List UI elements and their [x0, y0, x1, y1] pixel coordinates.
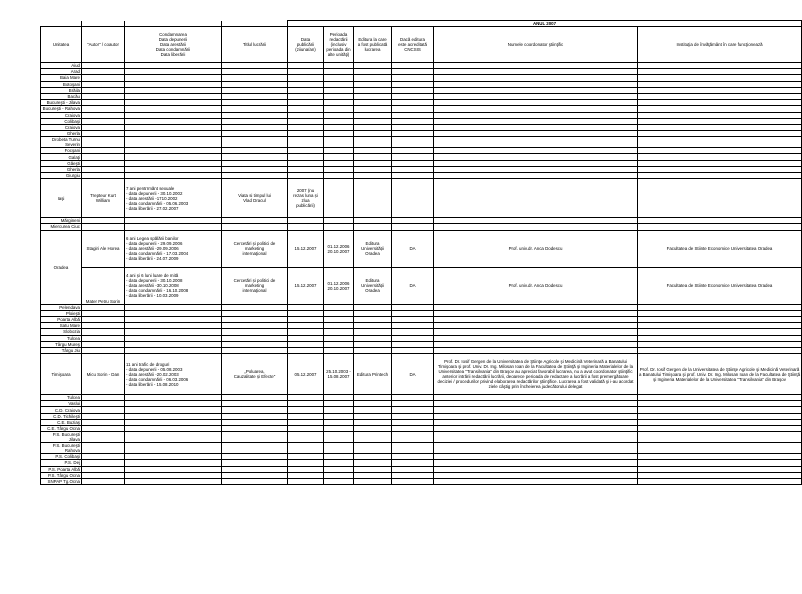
unit-name: Poarta Albă — [41, 316, 82, 322]
unit-name: Vaslui — [41, 401, 82, 407]
empty-cell — [222, 478, 288, 484]
unit-row — [41, 137, 802, 148]
unit-name: P.S. Bucureşti Rahova — [41, 443, 82, 454]
header-acreditare — [392, 27, 434, 63]
unit-name: Tulcea — [41, 335, 82, 341]
unit-name: Slobozia — [41, 329, 82, 335]
author-name: Trepteur Kurt William — [82, 179, 125, 218]
empty-cell — [324, 443, 354, 454]
empty-cell — [354, 137, 392, 148]
author-name: Stagiri Ale Horea — [82, 230, 125, 267]
unit-name: Tulcea — [41, 395, 82, 401]
author-name: Micu Sorin - Dan — [82, 354, 125, 395]
text-line: redactării — [329, 37, 348, 42]
header-perioada — [324, 27, 354, 63]
header-data-publicarii — [288, 27, 324, 63]
text-line: - data depunerii - 29.09.2006 — [126, 241, 183, 247]
header-coordonator: Numele coordonator ştiinţific — [434, 27, 638, 63]
text-line: alte unităţi) — [327, 52, 350, 57]
empty-cell — [324, 478, 354, 484]
unit-name: Craiova — [41, 112, 82, 118]
unit-name: Bacău — [41, 93, 82, 99]
empty-cell — [392, 478, 434, 484]
empty-cell — [324, 179, 354, 218]
redaction-period — [324, 354, 354, 395]
empty-cell — [392, 443, 434, 454]
text-line: 6 ani Legea spălării banilor — [126, 236, 179, 242]
work-title — [222, 179, 288, 218]
empty-cell — [354, 443, 392, 454]
work-title — [222, 267, 288, 304]
unit-name: Gherla — [41, 166, 82, 172]
text-line: - data liberării - 15.08.2010 — [126, 381, 179, 387]
text-line: a fost publicată — [357, 42, 388, 47]
unit-name: Craiova — [41, 124, 82, 130]
unit-name: Ploieşti — [41, 310, 82, 316]
text-line: rezas luna și — [293, 193, 318, 199]
year-header: ANUL 2007 — [288, 21, 802, 27]
unit-name: Botoşani — [41, 81, 82, 87]
empty-cell — [288, 443, 324, 454]
unit-name: C.E. Buziaş — [41, 419, 82, 425]
text-line: - data depunerii - 05.08.2003 — [126, 366, 183, 372]
text-line: - data liberării - 10.03.2009 — [126, 293, 179, 299]
unit-name: Gherla — [41, 131, 82, 137]
unit-name: C.E. Târgu Ocna — [41, 426, 82, 432]
unit-name: Giurgiu — [41, 173, 82, 179]
text-line: Editura — [365, 278, 380, 284]
empty-cell — [354, 478, 392, 484]
publication-date: 15.12.2007 — [288, 230, 324, 267]
unit-name: Aiud — [41, 63, 82, 69]
text-line: Data arestării — [159, 42, 187, 47]
unit-name: Arad — [41, 69, 82, 75]
text-line: (inclusiv — [330, 42, 347, 47]
accreditation: DA — [392, 267, 434, 304]
work-title — [222, 230, 288, 267]
empty-cell — [288, 432, 324, 443]
text-line: internaţional — [242, 288, 267, 294]
header-institutie: Instituţia de învăţământ în care funcţionează — [638, 27, 802, 63]
conviction-details — [125, 230, 222, 267]
empty-cell — [638, 179, 802, 218]
unit-name: C.D. Tichileşti — [41, 413, 82, 419]
accreditation: DA — [392, 354, 434, 395]
text-line: Data depunerii — [158, 37, 188, 42]
text-line: Perioada — [329, 32, 348, 37]
text-line: Oradea — [365, 288, 380, 294]
redaction-period — [324, 267, 354, 304]
text-line: - data condamnării - 05.06.2003 — [126, 200, 189, 206]
text-line: - data condamnării - 17.03.2004 — [126, 251, 189, 257]
unit-name: P.S. Bucureşti Jilava — [41, 432, 82, 443]
text-line: publicării) — [296, 203, 315, 209]
unit-name: Focşani — [41, 148, 82, 154]
text-line: internaţional — [242, 251, 267, 257]
text-line: marketing — [244, 246, 265, 252]
institution: Facultatea de Stiinte Economice Universitatea Oradea — [638, 230, 802, 267]
text-line: 7 ani pentrrmănt sexuale — [126, 185, 175, 191]
header-condamnare — [125, 27, 222, 63]
empty-cell — [324, 432, 354, 443]
empty-cell — [392, 137, 434, 148]
text-line: Viata si timpul lui — [238, 193, 271, 199]
text-line: 15.08.2007 — [327, 374, 350, 380]
unit-name: Colibaşi — [41, 118, 82, 124]
empty-cell — [434, 432, 638, 443]
text-line: 25.10.2003 - — [326, 369, 351, 375]
record-row-timisoara — [41, 354, 802, 395]
text-line: Universității — [361, 246, 384, 252]
empty-cell — [222, 137, 288, 148]
unit-name: Drobeta Turnu Severin — [41, 137, 82, 148]
unit-name: P.S. Poarta Albă — [41, 466, 82, 472]
text-line: (ziiuna/an) — [295, 47, 316, 52]
text-line: 4 ani și 6 luni luare de mită — [126, 273, 179, 279]
text-line: - data arestării -20.02.2003 — [126, 371, 179, 377]
text-line: 01.12.2006 — [327, 243, 350, 249]
spreadsheet — [40, 20, 801, 485]
text-line: - data condamnării - 06.03.2006 — [126, 376, 189, 382]
text-line: - data arestării -30.10.2008 — [126, 283, 179, 289]
text-line: Editura la care — [358, 37, 387, 42]
empty-cell — [434, 443, 638, 454]
empty-cell — [125, 443, 222, 454]
text-line: - data condamnării - 16.10.2008 — [126, 288, 189, 294]
publisher — [354, 267, 392, 304]
unit-name: Baia Mare — [41, 75, 82, 81]
empty-cell — [125, 432, 222, 443]
conviction-details — [125, 267, 222, 304]
unit-name: Pelendava — [41, 304, 82, 310]
empty-cell — [82, 432, 125, 443]
empty-cell — [82, 478, 125, 484]
unit-row — [41, 432, 802, 443]
unit-row — [41, 478, 802, 484]
conviction-details — [125, 354, 222, 395]
record-row-iasi — [41, 179, 802, 218]
text-line: Cercetări și politici de — [233, 278, 276, 284]
work-title — [222, 354, 288, 395]
text-line: Vlad Dracul — [243, 198, 266, 204]
coordinator: Prof. univ.dr. Anca Dodescu — [434, 267, 638, 304]
text-line: Data — [300, 37, 311, 42]
empty-cell — [392, 432, 434, 443]
text-line: 2007 (nu — [296, 188, 315, 194]
text-line: Cercetări și politici de — [233, 241, 276, 247]
unit-name: Miercurea Ciuc — [41, 224, 82, 230]
empty-cell — [434, 137, 638, 148]
text-line: publicării — [296, 42, 315, 47]
unit-name: C.D. Craiova — [41, 407, 82, 413]
author-name: Mater Petru Sorin — [82, 267, 125, 304]
unit-name: P.S. Târgu Ocna — [41, 472, 82, 478]
unit-name: Găeşti — [41, 160, 82, 166]
unit-row — [41, 443, 802, 454]
publication-date: 15.12.2007 — [288, 267, 324, 304]
unit-name: Satu Mare — [41, 323, 82, 329]
publication-date: 05.12.2007 — [288, 354, 324, 395]
empty-cell — [638, 443, 802, 454]
text-line: - data depunerii - 30.10.2008 — [126, 278, 183, 284]
institution: Facultatea de Stiinte Economice Universitatea Oradea — [638, 267, 802, 304]
header-row — [41, 27, 802, 63]
data-table — [40, 20, 802, 485]
empty-cell — [222, 443, 288, 454]
record-row-oradea — [41, 230, 802, 267]
publisher: Editura Printech — [354, 354, 392, 395]
text-line: - data depunerii - 30.10.2002 — [126, 190, 183, 196]
empty-cell — [354, 432, 392, 443]
unit-name: Timişoara — [41, 354, 82, 395]
text-line: „Poluarea, — [244, 369, 265, 375]
empty-cell — [324, 137, 354, 148]
unit-name: P.S. Dej — [41, 460, 82, 466]
empty-cell — [82, 137, 125, 148]
unit-name: Galaţi — [41, 154, 82, 160]
text-line: perioada din — [326, 47, 351, 52]
empty-cell — [354, 179, 392, 218]
empty-cell — [392, 179, 434, 218]
redaction-period — [324, 230, 354, 267]
header-autor: "Autor" / coautor — [82, 27, 125, 63]
empty-cell — [434, 179, 638, 218]
text-line: Oradea — [365, 251, 380, 257]
unit-name: Bucureşti - Jilava — [41, 100, 82, 106]
empty-cell — [288, 478, 324, 484]
text-line: Condamnarea — [159, 32, 187, 37]
text-line: 01.12.2006 — [327, 280, 350, 286]
text-line: Data liberării — [160, 52, 186, 57]
empty-cell — [638, 432, 802, 443]
text-line: Cauzalitate și Efecte" — [233, 374, 276, 380]
unit-name: Iaşi — [41, 179, 82, 218]
text-line: - data liberării - 27.02.2007 — [126, 205, 179, 211]
unit-name: P.S. Colibaşi — [41, 454, 82, 460]
unit-name: Mărgineni — [41, 218, 82, 224]
text-line: zlua — [301, 198, 310, 204]
text-line: - data arestării -1710.2002 — [126, 195, 178, 201]
text-line: 20.10.2007 — [327, 285, 350, 291]
coordinator: Prof. univ.dr. Anca Dodescu — [434, 230, 638, 267]
empty-cell — [82, 443, 125, 454]
unit-name: Târgu Mureş — [41, 341, 82, 347]
text-line: este acreditată — [398, 42, 427, 47]
empty-cell — [125, 137, 222, 148]
text-line: 20.10.2007 — [327, 248, 350, 254]
text-line: Dacă editura — [400, 37, 425, 42]
text-line: marketing — [244, 283, 265, 289]
unit-name: Brăila — [41, 87, 82, 93]
institution: Prof. Dr. Iosif Gergen de la Universitatea de Ştiinţe Agricole şi Medicină Veterinară a Banatului Timişoara şi prof. Univ. Dr. Ing. Milosan Ioan de la Facultatea de Ştiinţă şi Ingineria Materialelor de la Universitatea "Transilvania" din Braşov — [638, 354, 802, 395]
publication-date — [288, 179, 324, 218]
publisher — [354, 230, 392, 267]
text-line: Universității — [361, 283, 384, 289]
unit-name: Târgu Jiu — [41, 347, 82, 353]
unit-name: SNPAP Tg.Ocna — [41, 478, 82, 484]
coordinator: Prof. Dr. Iosif Gergen de la Universitatea de Ştiinţe Agricole şi Medicină Veterinară a Banatului Timişoara şi prof. Univ. Dr. Ing. Milosan Ioan de la Facultatea de Ştiinţă şi Ingineria Materialelor de la Universitatea "Transilvania" din Braşov au apreciat favorabil lucrarea, nu a avut coordonator ştiinţific anterior intrării redactării lucrării, deoarece perioada de redactare a lucrării a fost premergătoare deciziei / procedurilor privind elaborarea redactărilor ştiinţifice. Lucrarea a fost validată şi i-au acordat ziele câştig prin încheierea judecătorului delegat — [434, 354, 638, 395]
header-editura — [354, 27, 392, 63]
text-line: lucrarea — [364, 47, 381, 52]
text-line: - data arestării -29.09.2006 — [126, 246, 179, 252]
accreditation: DA — [392, 230, 434, 267]
empty-cell — [638, 478, 802, 484]
header-unitatea: Unitatea — [41, 27, 82, 63]
empty-cell — [434, 478, 638, 484]
empty-cell — [288, 137, 324, 148]
text-line: CNCSIS — [404, 47, 421, 52]
text-line: Data condamnării — [155, 47, 191, 52]
conviction-details — [125, 179, 222, 218]
text-line: - data liberării - 24.07.2009 — [126, 256, 179, 262]
empty-cell — [638, 137, 802, 148]
text-line: 11 ani trafic de droguri — [126, 361, 170, 367]
empty-cell — [125, 478, 222, 484]
unit-name: Bucureşti - Rahova — [41, 106, 82, 112]
text-line: Editura — [365, 241, 380, 247]
empty-cell — [222, 432, 288, 443]
unit-name: Oradea — [41, 230, 82, 304]
record-row-oradea — [41, 267, 802, 304]
header-titlu: Titlul lucrării — [222, 27, 288, 63]
